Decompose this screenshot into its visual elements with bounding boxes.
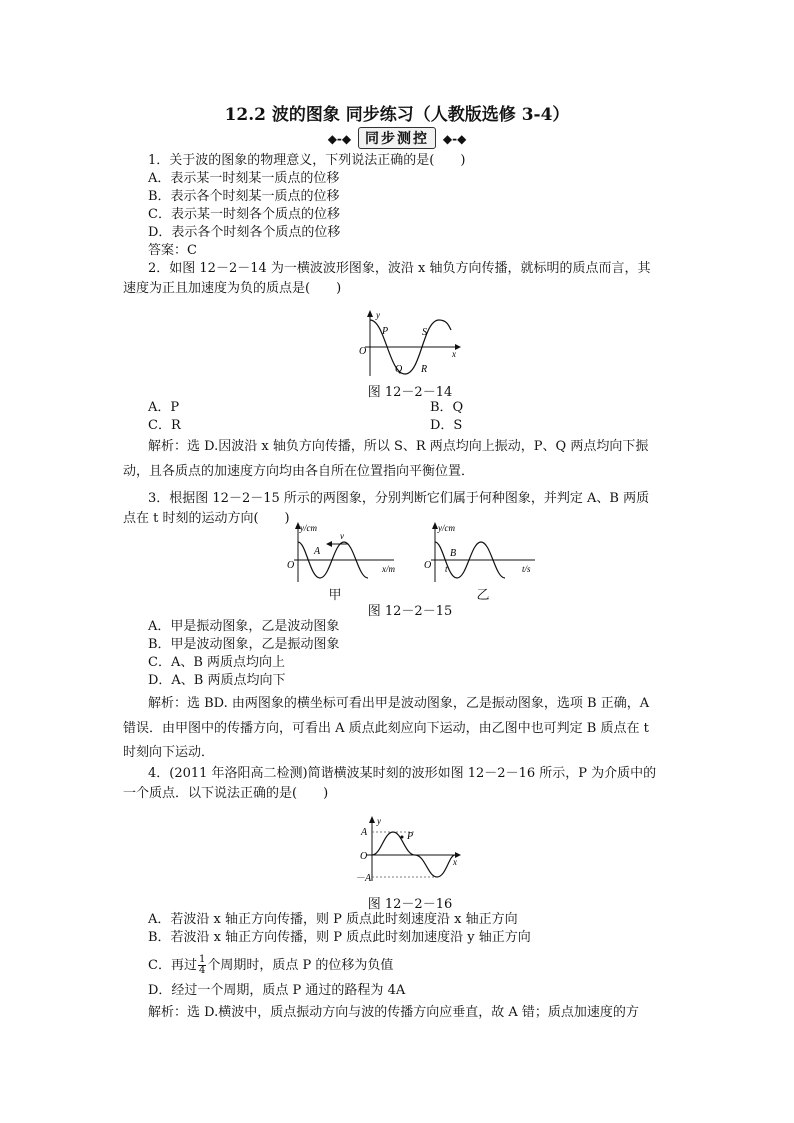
fig14-x-label: x xyxy=(452,349,456,359)
q1-option-c: C．表示某一时刻各个质点的位移 xyxy=(148,207,340,222)
fig15a-point-a: A xyxy=(314,546,321,557)
q4-option-b: B．若波沿 x 轴正方向传播，则 P 质点此时刻加速度沿 y 轴正方向 xyxy=(148,930,531,945)
q4-fraction-numerator: 1 xyxy=(198,954,206,965)
fig16-point-p-dot xyxy=(401,836,404,839)
fig16-amplitude-label: A xyxy=(361,827,368,838)
q2-explanation-line2: 动，且各质点的加速度方向均由各自所在位置指向平衡位置． xyxy=(123,464,475,479)
q2-option-a: A．P xyxy=(148,400,180,415)
fig15a-y-label: y/cm xyxy=(300,523,317,533)
q3-stem-line1: 3．根据图 12－2－15 所示的两图象，分别判断它们属于何种图象，并判定 A、B 两质 xyxy=(148,491,650,506)
q4-option-a: A．若波沿 x 轴正方向传播，则 P 质点此时刻速度沿 x 轴正方向 xyxy=(148,912,518,927)
fig15-caption: 图 12－2－15 xyxy=(367,604,453,619)
fig16-x-label: x xyxy=(453,857,457,867)
q1-option-a: A．表示某一时刻某一质点的位移 xyxy=(148,171,340,186)
figure-12-2-16 xyxy=(355,815,470,885)
fig14-caption: 图 12－2－14 xyxy=(367,385,453,400)
q4-stem-line1: 4．(2011 年洛阳高二检测)简谐横波某时刻的波形如图 12－2－16 所示，P 为介质中的 xyxy=(148,766,657,781)
q2-stem-line2: 速度为正且加速度为负的质点是( ) xyxy=(123,281,342,296)
fig14-point-r: R xyxy=(421,364,428,375)
q3-explanation-line1: 解析：选 BD. 由两图象的横坐标可看出甲是波动图象，乙是振动图象，选项 B 正确，A xyxy=(148,696,650,711)
figure-12-2-14 xyxy=(355,308,470,380)
q1-option-d: D．表示各个时刻各个质点的位移 xyxy=(148,225,341,240)
page-title: 12.2 波的图象 同步练习（人教版选修 3-4） xyxy=(224,105,570,125)
q4-fraction-denominator: 4 xyxy=(198,965,206,976)
fig16-origin-label: O xyxy=(360,851,368,862)
q2-option-c: C．R xyxy=(148,418,181,433)
fig14-origin-label: O xyxy=(359,346,367,357)
q3-explanation-line2: 错误．由甲图中的传播方向，可看出 A 质点此刻应向下运动，由乙图中也可判定 B 质点在 t xyxy=(123,721,649,736)
fig14-y-arrow xyxy=(367,310,373,317)
q2-option-d: D．S xyxy=(430,418,463,433)
fig16-y-arrow xyxy=(369,816,375,823)
q2-option-b: B．Q xyxy=(430,400,464,415)
fig15b-y-label: y/cm xyxy=(438,523,455,533)
banner-left-decoration: ◆-◆ xyxy=(327,132,352,146)
q3-option-a: A．甲是振动图象，乙是波动图象 xyxy=(148,619,340,634)
fig16-caption: 图 12－2－16 xyxy=(367,897,453,912)
banner-right-decoration: ◆-◆ xyxy=(442,132,467,146)
fig14-point-q: Q xyxy=(395,364,403,375)
fig15b-name: 乙 xyxy=(476,588,490,603)
q4-option-c-suffix: 个周期时，质点 P 的位移为负值 xyxy=(207,958,394,973)
q3-explanation-line3: 时刻向下运动． xyxy=(123,745,215,760)
section-banner xyxy=(0,127,794,149)
fig15a-name: 甲 xyxy=(328,588,342,603)
q1-answer: 答案：C xyxy=(148,243,197,258)
q2-explanation-line1: 解析：选 D.因波沿 x 轴负方向传播，所以 S、R 两点均向上振动，P、Q 两点均向下振 xyxy=(148,439,649,454)
q4-option-d: D．经过一个周期，质点 P 通过的路程为 4A xyxy=(148,983,406,998)
q4-explanation-line1: 解析：选 D.横波中，质点振动方向与波的传播方向应垂直，故 A 错；质点加速度的方 xyxy=(148,1005,639,1020)
q4-stem-line2: 一个质点．以下说法正确的是( ) xyxy=(123,786,329,801)
fig14-y-label: y xyxy=(376,310,380,320)
fig16-y-label: y xyxy=(377,816,381,826)
banner-label: 同步测控 xyxy=(358,127,436,149)
q3-option-d: D．A、B 两质点均向下 xyxy=(148,673,286,688)
q3-option-c: C．A、B 两质点均向上 xyxy=(148,655,286,670)
q4-option-c-fraction xyxy=(198,955,206,976)
q3-option-b: B．甲是波动图象，乙是振动图象 xyxy=(148,637,340,652)
q1-stem: 1．关于波的图象的物理意义，下列说法正确的是( ) xyxy=(148,153,466,168)
figure-12-2-15-jia xyxy=(284,520,399,585)
q4-option-c-prefix: C．再过 xyxy=(148,958,197,973)
fig15b-origin-label: O xyxy=(424,560,432,571)
fig16-neg-amplitude-label: －A xyxy=(355,873,372,884)
fig15b-x-label: t/s xyxy=(522,564,531,574)
q1-option-b: B．表示各个时刻某一质点的位移 xyxy=(148,189,340,204)
fig15b-point-b: B xyxy=(450,548,457,559)
fig16-point-p: P xyxy=(407,831,414,842)
fig15a-velocity-label: v xyxy=(340,531,344,541)
fig14-point-s: S xyxy=(422,327,427,338)
figure-12-2-15-yi xyxy=(423,520,538,585)
fig15a-velocity-arrowhead xyxy=(326,541,332,547)
q3-stem-line2: 点在 t 时刻的运动方向( ) xyxy=(123,511,290,526)
fig14-point-p: P xyxy=(382,326,389,337)
fig15a-origin-label: O xyxy=(287,560,295,571)
q2-stem-line1: 2．如图 12－2－14 为一横波波形图象，波沿 x 轴负方向传播，就标明的质点而言，其 xyxy=(148,261,651,276)
fig15a-x-label: x/m xyxy=(382,564,395,574)
q4-option-c xyxy=(148,955,393,976)
fig15b-t-label: t xyxy=(445,564,448,574)
